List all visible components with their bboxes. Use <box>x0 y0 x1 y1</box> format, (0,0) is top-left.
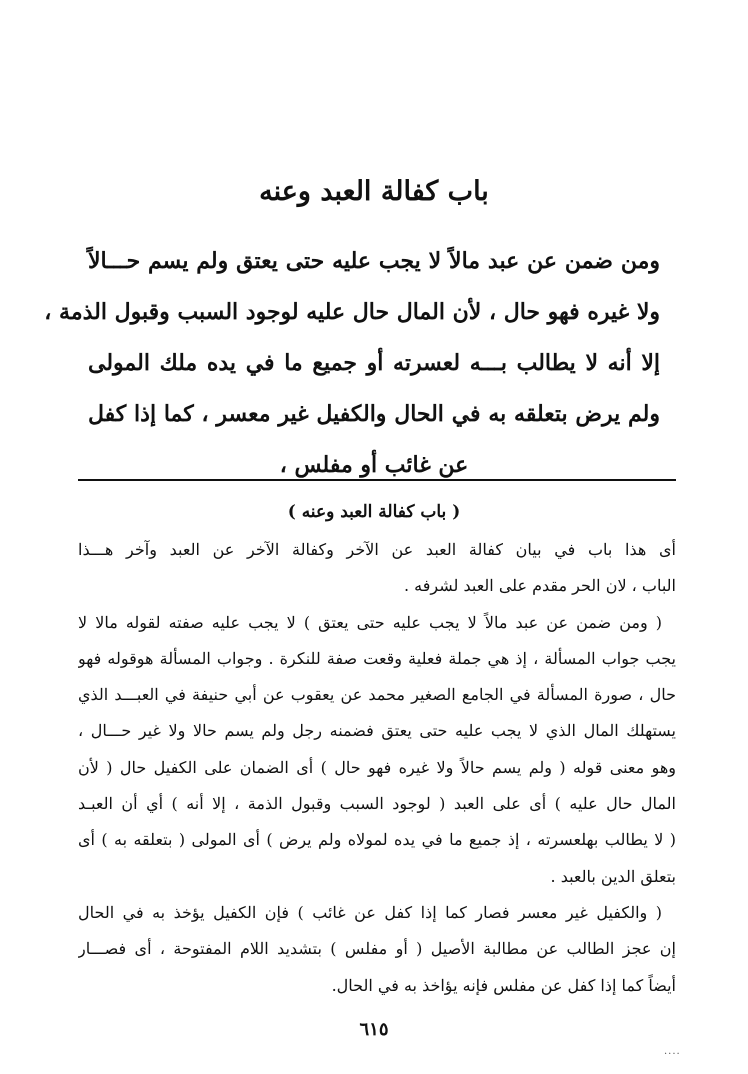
section-divider <box>78 479 676 481</box>
main-text-line: ولم يرض بتعلقه به في الحال والكفيل غير معسر ، كما إذا كفل <box>88 401 660 427</box>
main-text-line: ومن ضمن عن عبد مالاً لا يجب عليه حتى يعتق ولم يسم حـــالاً <box>88 248 660 274</box>
main-text-block <box>44 236 660 491</box>
commentary-line: أيضاً كما إذا كفل عن مفلس فإنه يؤاخذ به في الحال. <box>331 975 676 995</box>
commentary-line: حال ، صورة المسألة في الجامع الصغير محمد عن يعقوب عن أبي حنيفة في العبـــد الذي <box>78 685 676 705</box>
main-text-line: ولا غيره فهو حال ، لأن المال حال عليه لوجود السبب وقبول الذمة ، <box>44 299 660 325</box>
commentary-block <box>78 532 676 1004</box>
commentary-line: وهو معنى قوله ( ولم يسم حالاً ولا غيره فهو حال ) أى الضمان على الكفيل حال ( لأن <box>78 757 676 777</box>
commentary-line: ( ومن ضمن عن عبد مالاً لا يجب عليه حتى يعتق ) لا يجب عليه صفته لقوله مالا لا <box>78 612 662 632</box>
commentary-line: ( لا يطالب بهلعسرته ، إذ جميع ما في يده لمولاه ولم يرض ) أى المولى ( بتعلقه به ) أى <box>78 830 676 850</box>
main-text-line: إلا أنه لا يطالب بـــه لعسرته أو جميع ما في يده ملك المولى <box>88 350 660 376</box>
corner-mark: .... <box>664 1046 681 1057</box>
commentary-line: أى هذا باب في بيان كفالة العبد عن الآخر وكفالة الآخر عن العبد وآخر هـــذا <box>78 540 676 559</box>
page-number: ٦١٥ <box>359 1019 389 1040</box>
commentary-line: المال حال عليه ) أى على العبد ( لوجود السبب وقبول الذمة ، إلا أنه ) أي أن العبـد <box>78 794 676 814</box>
commentary-line: الباب ، لان الحر مقدم على العبد لشرفه . <box>404 576 676 596</box>
commentary-title: ( باب كفالة العبد وعنه ) <box>287 502 461 522</box>
commentary-line: بتعلق الدين بالعبد . <box>550 866 676 886</box>
commentary-line: ( والكفيل غير معسر فصار كما إذا كفل عن غائب ) فإن الكفيل يؤخذ به في الحال <box>78 902 662 922</box>
commentary-line: يستهلك المال الذي لا يجب عليه حتى يعتق فضمنه رجل ولم يسم حالا ولا غير حـــال ، <box>78 721 676 741</box>
chapter-title: باب كفالة العبد وعنه <box>259 176 489 207</box>
commentary-line: يجب جواب المسألة ، إذ هي جملة فعلية وقعت صفة للنكرة . وجواب المسألة هوقوله فهو <box>78 648 676 668</box>
main-text-line: عن غائب أو مفلس ، <box>279 452 469 478</box>
commentary-line: إن عجز الطالب عن مطالبة الأصيل ( أو مفلس ) بتشديد اللام المفتوحة ، أى فصـــار <box>78 939 676 959</box>
